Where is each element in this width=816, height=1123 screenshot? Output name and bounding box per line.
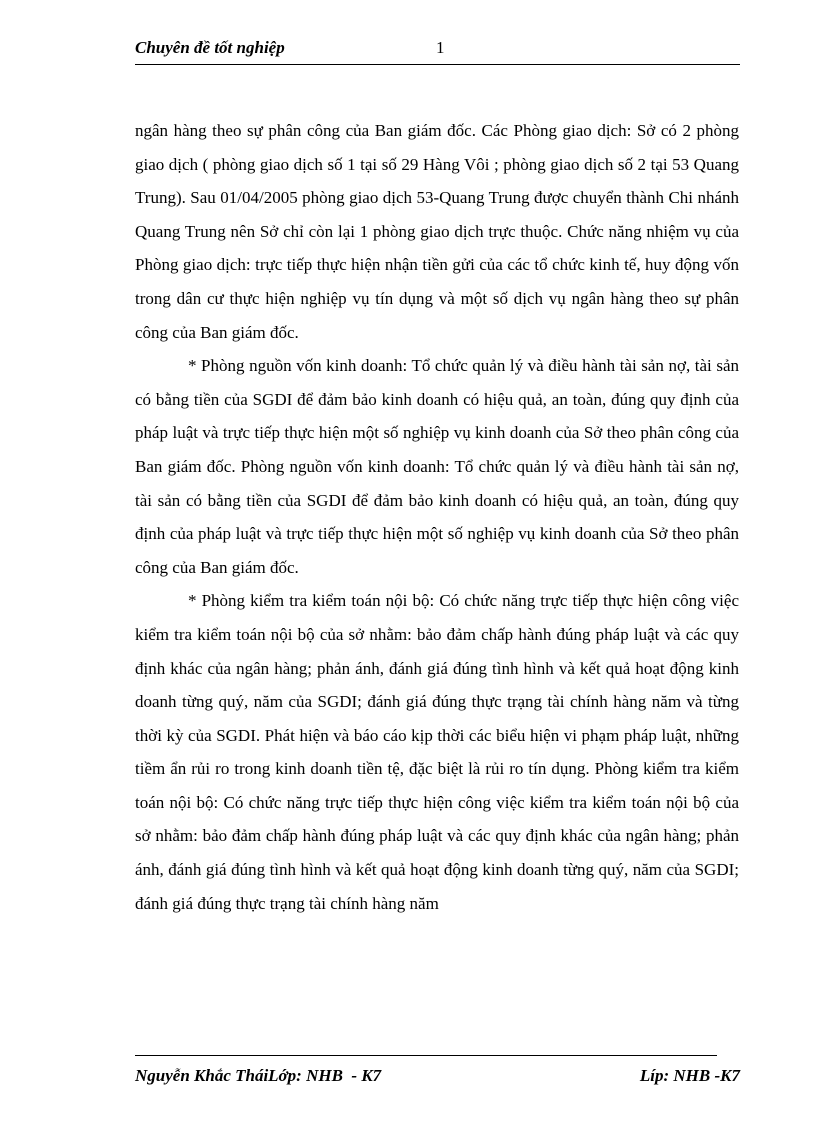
paragraph-phong-giao-dich: ngân hàng theo sự phân công của Ban giám đốc. Các Phòng giao dịch: Sở có 2 phòng giao dịch ( phòng giao dịch số 1 tại số 29 Hàng Vôi ; phòng giao dịch số 2 tại 53 Quang Trung). Sau 01/04/2005 phòng giao dịch 53-Quang Trung được chuyển thành Chi nhánh Quang Trung nên Sở chỉ còn lại 1 phòng giao dịch trực thuộc. Chức năng nhiệm vụ của Phòng giao dịch: trực tiếp thực hiện nhận tiền gửi của các tổ chức kinh tế, huy động vốn trong dân cư thực hiện nghiệp vụ tín dụng và một số dịch vụ ngân hàng theo sự phân công của Ban giám đốc. bbox=[135, 121, 739, 342]
paragraph-phong-nguon-von: * Phòng nguồn vốn kinh doanh: Tổ chức quản lý và điều hành tài sản nợ, tài sản có bằng tiền của SGDI để đảm bảo kinh doanh có hiệu quả, an toàn, đúng quy định của pháp luật và trực tiếp thực hiện một số nghiệp vụ kinh doanh của Sở theo phân công của Ban giám đốc. Phòng nguồn vốn kinh doanh: Tổ chức quản lý và điều hành tài sản nợ, tài sản có bằng tiền của SGDI để đảm bảo kinh doanh có hiệu quả, an toàn, đúng quy định của pháp luật và trực tiếp thực hiện một số nghiệp vụ kinh doanh của Sở theo phân công của Ban giám đốc. bbox=[135, 356, 739, 577]
page-footer bbox=[135, 1055, 740, 1095]
page-header bbox=[135, 36, 740, 65]
document-body bbox=[135, 114, 739, 920]
header-page-number: 1 bbox=[436, 38, 445, 57]
footer-author-class: Nguyễn Khắc TháiLớp: NHB - K7 bbox=[135, 1066, 382, 1085]
paragraph-phong-kiem-tra: * Phòng kiểm tra kiểm toán nội bộ: Có chức năng trực tiếp thực hiện công việc kiểm tra kiểm toán nội bộ của sở nhằm: bảo đảm chấp hành đúng pháp luật và các quy định khác của ngân hàng; phản ánh, đánh giá đúng tình hình và kết quả hoạt động kinh doanh từng quý, năm của SGDI; đánh giá đúng thực trạng tài chính hàng năm và từng thời kỳ của SGDI. Phát hiện và báo cáo kịp thời các biểu hiện vi phạm pháp luật, những tiềm ẩn rủi ro trong kinh doanh tiền tệ, đặc biệt là rủi ro tín dụng. Phòng kiểm tra kiểm toán nội bộ: Có chức năng trực tiếp thực hiện công việc kiểm tra kiểm toán nội bộ của sở nhằm: bảo đảm chấp hành đúng pháp luật và các quy định khác của ngân hàng; phản ánh, đánh giá đúng tình hình và kết quả hoạt động kinh doanh từng quý, năm của SGDI; đánh giá đúng thực trạng tài chính hàng năm bbox=[135, 591, 739, 913]
footer-divider bbox=[135, 1055, 717, 1056]
header-title: Chuyên đề tốt nghiệp bbox=[135, 38, 285, 57]
footer-class: Líp: NHB -K7 bbox=[639, 1066, 740, 1085]
